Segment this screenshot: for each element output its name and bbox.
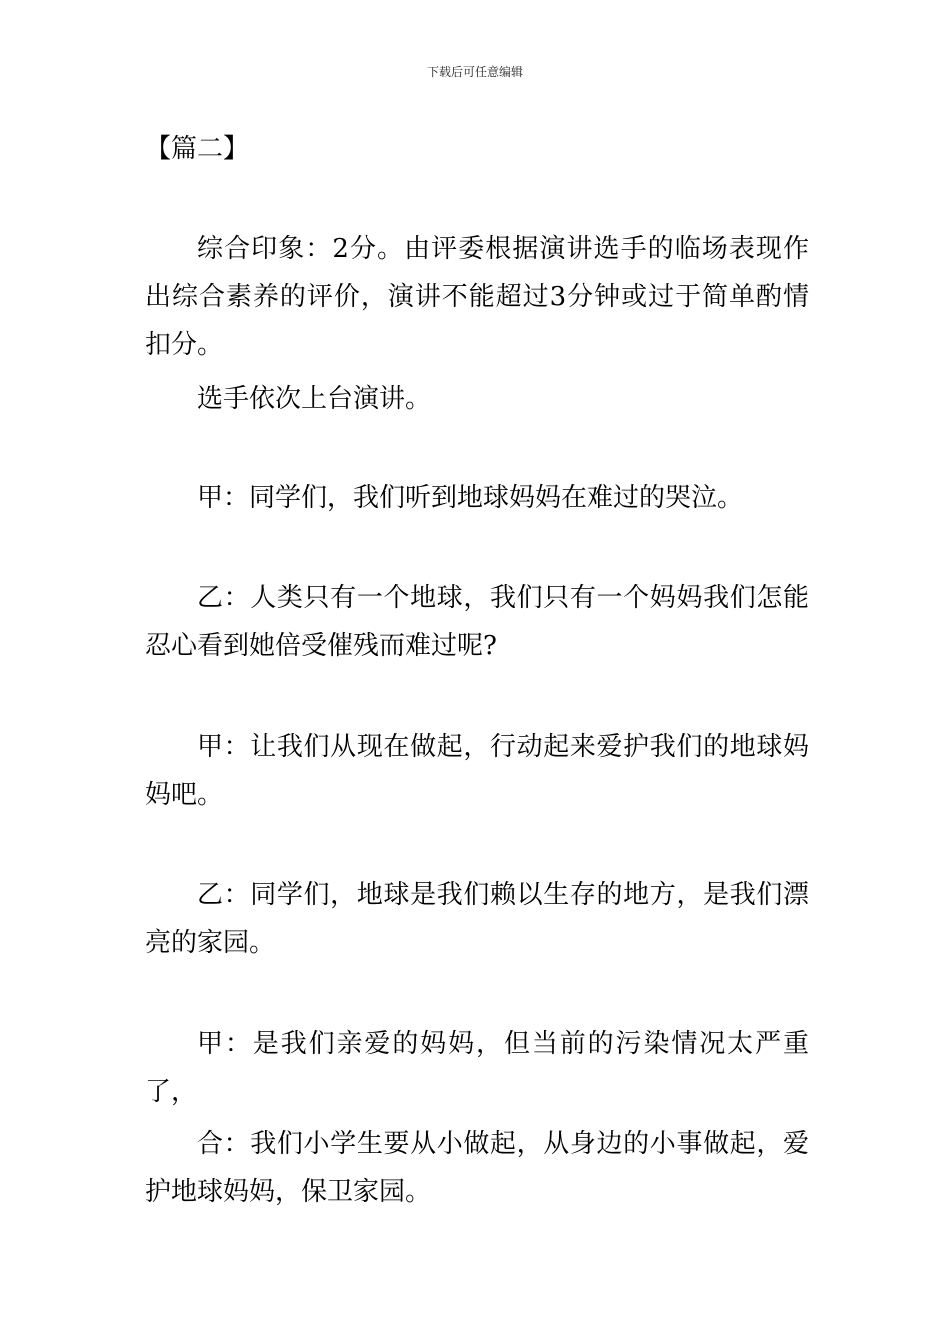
- paragraph-jia-3: 甲：是我们亲爱的妈妈，但当前的污染情况太严重了，: [145, 1029, 809, 1107]
- paragraph-yi-2: 乙：同学们，地球是我们赖以生存的地方，是我们漂亮的家园。: [145, 880, 809, 958]
- paragraph-speech-order: 选手依次上台演讲。: [197, 384, 432, 414]
- section-title: 【篇二】: [145, 134, 250, 164]
- paragraph-together: 合：我们小学生要从小做起，从身边的小事做起，爱护地球妈妈，保卫家园。: [145, 1129, 809, 1207]
- paragraph-yi-1: 乙：人类只有一个地球，我们只有一个妈妈我们怎能忍心看到她倍受催残而难过呢?: [145, 583, 809, 661]
- page-header: 下载后可任意编辑: [426, 65, 523, 79]
- paragraph-jia-1: 甲：同学们，我们听到地球妈妈在难过的哭泣。: [197, 483, 744, 513]
- paragraph-jia-2: 甲：让我们从现在做起，行动起来爱护我们的地球妈妈吧。: [145, 732, 809, 810]
- paragraph-scoring: 综合印象：2分。由评委根据演讲选手的临场表现作出综合素养的评价，演讲不能超过3分钟或过于简单酌情扣分。: [145, 234, 809, 360]
